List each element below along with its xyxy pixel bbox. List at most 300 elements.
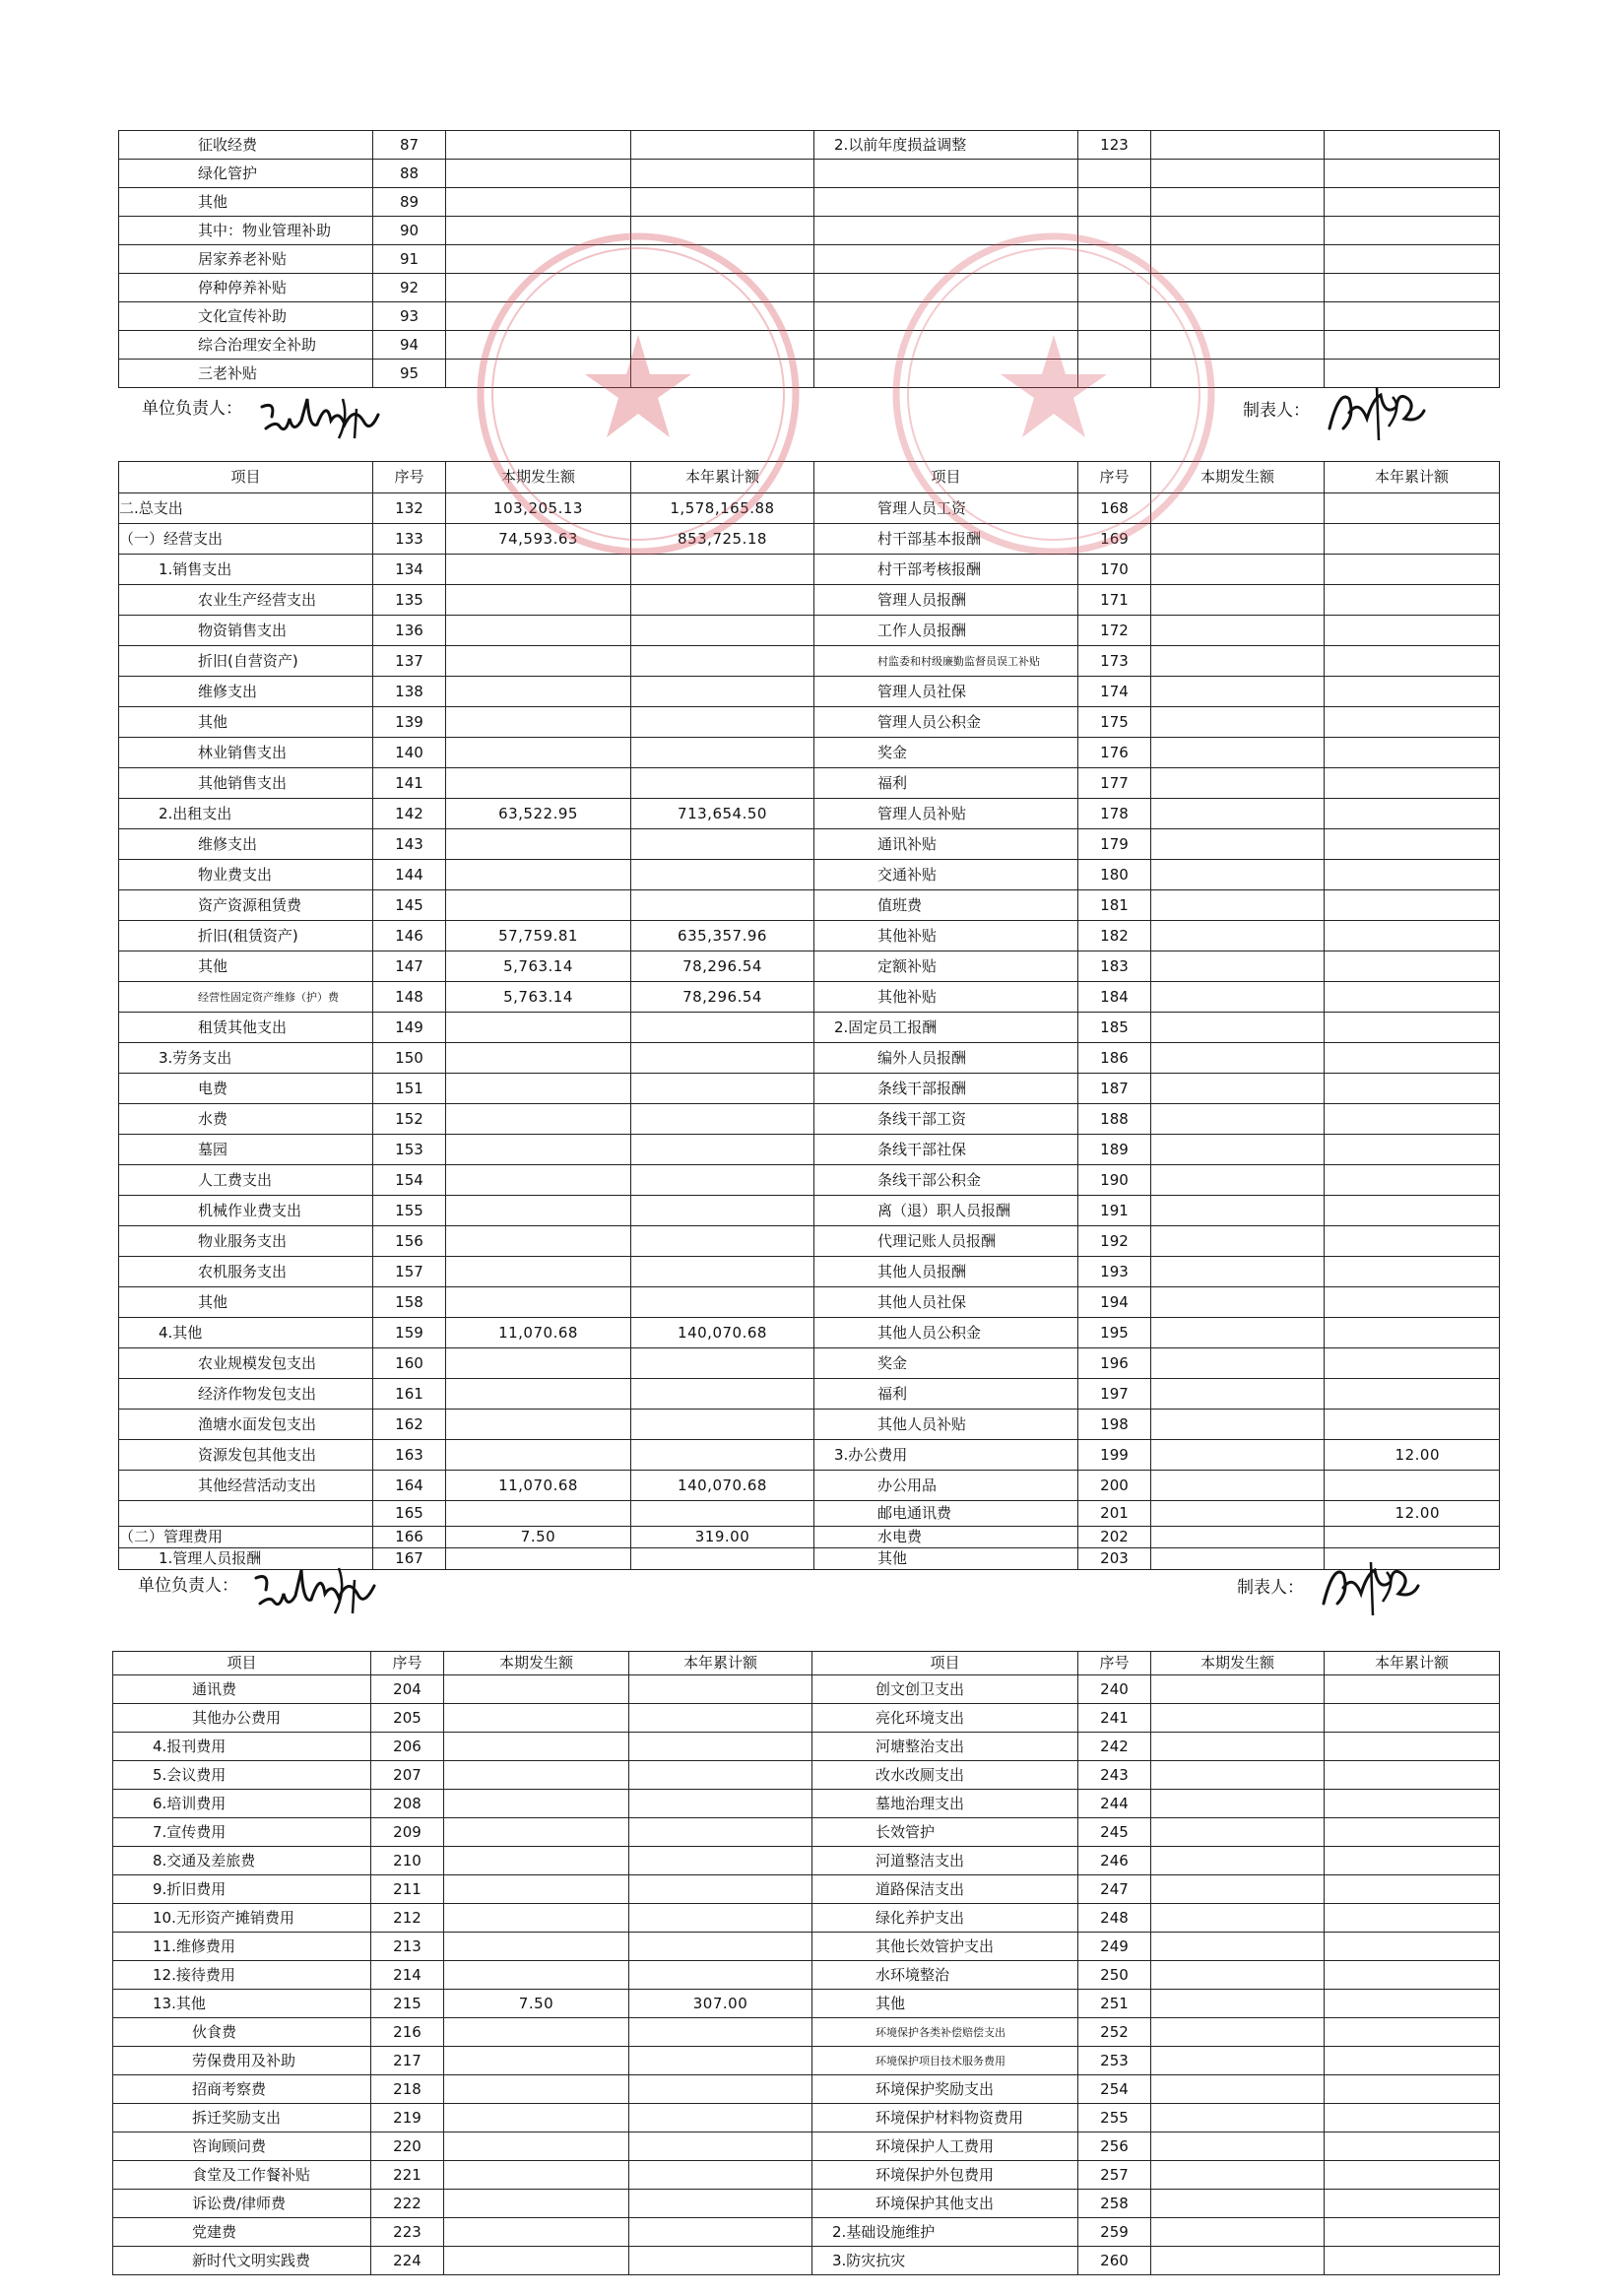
table-row — [119, 1318, 1500, 1348]
row-ytd-amount-right — [1325, 1410, 1500, 1440]
table-row — [113, 1733, 1500, 1761]
row-current-amount-left: 57,759.81 — [446, 921, 631, 951]
table-row — [119, 1135, 1500, 1165]
row-current-amount-left — [444, 2018, 629, 2047]
row-label-right: 条线干部报酬 — [814, 1074, 1078, 1104]
row-current-amount-right — [1151, 360, 1325, 388]
row-seq-number-right: 192 — [1078, 1226, 1151, 1257]
row-label-left: 林业销售支出 — [119, 738, 373, 768]
header-item-right: 项目 — [814, 462, 1078, 493]
row-ytd-amount-left — [631, 1196, 814, 1226]
row-label-right: 改水改厕支出 — [812, 1761, 1078, 1790]
row-current-amount-right — [1151, 707, 1325, 738]
row-ytd-amount-left — [629, 2104, 812, 2132]
row-current-amount-right — [1151, 799, 1325, 829]
row-current-amount-left — [446, 217, 631, 245]
ledger-table-income-part — [118, 130, 1500, 388]
row-seq-number-right: 191 — [1078, 1196, 1151, 1226]
row-current-amount-left — [446, 1013, 631, 1043]
row-label-right: 3.办公费用 — [814, 1440, 1078, 1471]
row-seq-number-left: 94 — [373, 331, 446, 360]
row-ytd-amount-left: 635,357.96 — [631, 921, 814, 951]
row-seq-number-right: 170 — [1078, 555, 1151, 585]
row-seq-number-right: 253 — [1078, 2047, 1151, 2075]
row-ytd-amount-right — [1325, 2190, 1500, 2218]
row-label-right: 办公用品 — [814, 1471, 1078, 1501]
row-seq-number-left: 133 — [373, 524, 446, 555]
row-ytd-amount-left — [631, 646, 814, 677]
row-current-amount-right — [1151, 1318, 1325, 1348]
row-ytd-amount-right — [1325, 331, 1500, 360]
row-current-amount-right — [1151, 1257, 1325, 1287]
row-ytd-amount-right — [1325, 2132, 1500, 2161]
row-label-right: 离（退）职人员报酬 — [814, 1196, 1078, 1226]
row-seq-number-left: 161 — [373, 1379, 446, 1410]
preparer-signature-2 — [1314, 1554, 1432, 1625]
table-header-row — [119, 462, 1500, 493]
row-current-amount-left — [444, 1847, 629, 1875]
row-seq-number-left: 152 — [373, 1104, 446, 1135]
table-row — [119, 217, 1500, 245]
table-row — [113, 1675, 1500, 1704]
row-label-left: 人工费支出 — [119, 1165, 373, 1196]
row-seq-number-left: 89 — [373, 188, 446, 217]
table-row — [119, 1196, 1500, 1226]
row-seq-number-right — [1078, 217, 1151, 245]
row-current-amount-left — [444, 1818, 629, 1847]
row-current-amount-left — [446, 1257, 631, 1287]
row-seq-number-left: 224 — [371, 2247, 444, 2275]
table-row — [113, 2047, 1500, 2075]
row-seq-number-right — [1078, 160, 1151, 188]
row-ytd-amount-right — [1325, 951, 1500, 982]
row-label-left: 维修支出 — [119, 677, 373, 707]
row-seq-number-right: 242 — [1078, 1733, 1151, 1761]
row-seq-number-right: 195 — [1078, 1318, 1151, 1348]
row-seq-number-left: 208 — [371, 1790, 444, 1818]
row-label-left: 墓园 — [119, 1135, 373, 1165]
row-ytd-amount-left: 1,578,165.88 — [631, 493, 814, 524]
row-ytd-amount-right — [1325, 1790, 1500, 1818]
row-current-amount-left — [446, 1043, 631, 1074]
row-ytd-amount-right — [1325, 738, 1500, 768]
row-label-right: 福利 — [814, 768, 1078, 799]
row-seq-number-right — [1078, 245, 1151, 274]
row-seq-number-right: 198 — [1078, 1410, 1151, 1440]
row-seq-number-right: 241 — [1078, 1704, 1151, 1733]
row-seq-number-left: 95 — [373, 360, 446, 388]
table-row — [119, 524, 1500, 555]
row-label-left: 经济作物发包支出 — [119, 1379, 373, 1410]
row-seq-number-left: 90 — [373, 217, 446, 245]
row-label-left: 党建费 — [113, 2218, 371, 2247]
row-current-amount-left — [444, 1875, 629, 1904]
row-label-left: 8.交通及差旅费 — [113, 1847, 371, 1875]
row-seq-number-left: 205 — [371, 1704, 444, 1733]
row-current-amount-left — [444, 1704, 629, 1733]
row-ytd-amount-right — [1325, 768, 1500, 799]
row-label-left: 资产资源租赁费 — [119, 890, 373, 921]
row-label-left — [119, 1501, 373, 1527]
row-ytd-amount-right — [1325, 1733, 1500, 1761]
row-label-left: 综合治理安全补助 — [119, 331, 373, 360]
row-seq-number-right — [1078, 274, 1151, 302]
table-row — [119, 707, 1500, 738]
row-current-amount-right — [1151, 1733, 1325, 1761]
preparer-label: 制表人： — [1243, 401, 1310, 421]
row-ytd-amount-right — [1325, 890, 1500, 921]
row-ytd-amount-right — [1325, 2247, 1500, 2275]
table-row — [113, 2161, 1500, 2190]
row-label-right: 村干部基本报酬 — [814, 524, 1078, 555]
row-ytd-amount-left — [631, 1440, 814, 1471]
row-label-right: 条线干部工资 — [814, 1104, 1078, 1135]
row-seq-number-right: 244 — [1078, 1790, 1151, 1818]
row-seq-number-left: 213 — [371, 1933, 444, 1961]
row-current-amount-left — [446, 131, 631, 160]
row-ytd-amount-left — [629, 2018, 812, 2047]
table-row — [119, 160, 1500, 188]
row-ytd-amount-right: 12.00 — [1325, 1501, 1500, 1527]
row-label-left: （二）管理费用 — [119, 1527, 373, 1548]
row-seq-number-left: 211 — [371, 1875, 444, 1904]
row-seq-number-left: 165 — [373, 1501, 446, 1527]
row-current-amount-right — [1151, 524, 1325, 555]
row-current-amount-left — [446, 829, 631, 860]
row-label-left: 租赁其他支出 — [119, 1013, 373, 1043]
row-ytd-amount-right — [1325, 555, 1500, 585]
row-ytd-amount-left — [629, 1961, 812, 1990]
row-label-right: 环境保护项目技术服务费用 — [812, 2047, 1078, 2075]
row-ytd-amount-right — [1325, 524, 1500, 555]
header-cur-left: 本期发生额 — [446, 462, 631, 493]
row-ytd-amount-right — [1325, 1074, 1500, 1104]
row-ytd-amount-right — [1325, 2018, 1500, 2047]
row-seq-number-right: 201 — [1078, 1501, 1151, 1527]
row-current-amount-left — [446, 616, 631, 646]
row-current-amount-left: 103,205.13 — [446, 493, 631, 524]
row-label-left: 经营性固定资产维修（护）费 — [119, 982, 373, 1013]
row-label-left: 物业费支出 — [119, 860, 373, 890]
row-seq-number-right: 177 — [1078, 768, 1151, 799]
row-label-right: 绿化养护支出 — [812, 1904, 1078, 1933]
row-label-right — [814, 217, 1078, 245]
row-current-amount-left — [446, 274, 631, 302]
row-label-left: 其中：物业管理补助 — [119, 217, 373, 245]
row-seq-number-right: 256 — [1078, 2132, 1151, 2161]
row-seq-number-left: 219 — [371, 2104, 444, 2132]
row-label-right: 2.以前年度损益调整 — [814, 131, 1078, 160]
header-cur-right: 本期发生额 — [1151, 462, 1325, 493]
row-ytd-amount-left — [629, 2132, 812, 2161]
table-row — [119, 274, 1500, 302]
row-current-amount-right — [1151, 1790, 1325, 1818]
row-ytd-amount-right — [1325, 799, 1500, 829]
row-label-left: （一）经营支出 — [119, 524, 373, 555]
row-label-left: 拆迁奖励支出 — [113, 2104, 371, 2132]
row-seq-number-left: 146 — [373, 921, 446, 951]
row-current-amount-left — [446, 860, 631, 890]
table-row — [113, 1875, 1500, 1904]
row-seq-number-right: 248 — [1078, 1904, 1151, 1933]
row-seq-number-left: 206 — [371, 1733, 444, 1761]
row-label-left: 3.劳务支出 — [119, 1043, 373, 1074]
row-current-amount-left — [446, 555, 631, 585]
row-current-amount-left — [446, 160, 631, 188]
row-ytd-amount-left — [631, 1165, 814, 1196]
row-seq-number-right: 123 — [1078, 131, 1151, 160]
row-label-right: 环境保护材料物资费用 — [812, 2104, 1078, 2132]
table-row — [113, 1790, 1500, 1818]
row-current-amount-right — [1151, 1440, 1325, 1471]
row-ytd-amount-right — [1325, 1226, 1500, 1257]
row-ytd-amount-right — [1325, 1165, 1500, 1196]
row-seq-number-right: 179 — [1078, 829, 1151, 860]
row-ytd-amount-left — [631, 217, 814, 245]
row-ytd-amount-left — [631, 1379, 814, 1410]
row-label-left: 停种停养补贴 — [119, 274, 373, 302]
row-current-amount-left — [446, 1196, 631, 1226]
row-ytd-amount-left — [629, 1704, 812, 1733]
row-seq-number-left: 214 — [371, 1961, 444, 1990]
row-label-left: 其他经营活动支出 — [119, 1471, 373, 1501]
row-ytd-amount-left — [629, 2047, 812, 2075]
row-seq-number-left: 132 — [373, 493, 446, 524]
row-ytd-amount-right — [1325, 188, 1500, 217]
row-ytd-amount-left — [629, 1761, 812, 1790]
row-ytd-amount-right — [1325, 2075, 1500, 2104]
row-seq-number-left: 93 — [373, 302, 446, 331]
row-label-left: 伙食费 — [113, 2018, 371, 2047]
row-seq-number-right: 190 — [1078, 1165, 1151, 1196]
row-label-left: 4.其他 — [119, 1318, 373, 1348]
row-label-right: 水环境整治 — [812, 1961, 1078, 1990]
row-label-left: 其他销售支出 — [119, 768, 373, 799]
table-row — [119, 1104, 1500, 1135]
row-current-amount-right — [1151, 302, 1325, 331]
row-seq-number-left: 150 — [373, 1043, 446, 1074]
row-label-right: 村监委和村级廉勤监督员误工补贴 — [814, 646, 1078, 677]
row-label-right: 交通补贴 — [814, 860, 1078, 890]
row-label-left: 水费 — [119, 1104, 373, 1135]
row-seq-number-left: 92 — [373, 274, 446, 302]
table-row — [119, 1527, 1500, 1548]
row-label-left: 诉讼费/律师费 — [113, 2190, 371, 2218]
table-row — [119, 1440, 1500, 1471]
row-current-amount-right — [1151, 768, 1325, 799]
row-label-left: 二.总支出 — [119, 493, 373, 524]
row-ytd-amount-left — [631, 1287, 814, 1318]
row-seq-number-right: 175 — [1078, 707, 1151, 738]
row-label-right: 村干部考核报酬 — [814, 555, 1078, 585]
row-seq-number-right: 176 — [1078, 738, 1151, 768]
row-current-amount-right — [1151, 1379, 1325, 1410]
row-current-amount-right — [1151, 860, 1325, 890]
table-header-row — [113, 1652, 1500, 1675]
row-ytd-amount-right — [1325, 1961, 1500, 1990]
ledger-table-expenditure — [118, 461, 1500, 1570]
row-ytd-amount-right — [1325, 1287, 1500, 1318]
row-label-left: 居家养老补贴 — [119, 245, 373, 274]
row-seq-number-right: 168 — [1078, 493, 1151, 524]
row-ytd-amount-right — [1325, 1257, 1500, 1287]
row-ytd-amount-right — [1325, 1527, 1500, 1548]
row-seq-number-left: 136 — [373, 616, 446, 646]
row-ytd-amount-left — [629, 1733, 812, 1761]
row-label-left: 电费 — [119, 1074, 373, 1104]
row-current-amount-right — [1151, 1074, 1325, 1104]
row-label-left: 其他 — [119, 951, 373, 982]
row-label-left: 2.出租支出 — [119, 799, 373, 829]
row-label-right: 定额补贴 — [814, 951, 1078, 982]
table-row — [119, 616, 1500, 646]
unit-head-signature — [254, 389, 392, 450]
header-seq-left: 序号 — [371, 1652, 444, 1675]
row-label-left: 食堂及工作餐补贴 — [113, 2161, 371, 2190]
row-label-right: 其他人员公积金 — [814, 1318, 1078, 1348]
row-ytd-amount-left — [631, 616, 814, 646]
row-current-amount-right — [1151, 1761, 1325, 1790]
row-seq-number-right: 181 — [1078, 890, 1151, 921]
row-current-amount-left — [444, 2075, 629, 2104]
row-ytd-amount-left — [629, 2247, 812, 2275]
row-current-amount-left: 63,522.95 — [446, 799, 631, 829]
table-row — [119, 131, 1500, 160]
row-ytd-amount-left — [631, 1410, 814, 1440]
row-seq-number-left: 148 — [373, 982, 446, 1013]
row-seq-number-right: 172 — [1078, 616, 1151, 646]
row-current-amount-left — [446, 1440, 631, 1471]
row-seq-number-right: 180 — [1078, 860, 1151, 890]
row-current-amount-left: 5,763.14 — [446, 982, 631, 1013]
row-ytd-amount-right — [1325, 302, 1500, 331]
row-seq-number-right: 169 — [1078, 524, 1151, 555]
table-row — [113, 1761, 1500, 1790]
row-label-right: 3.防灾抗灾 — [812, 2247, 1078, 2275]
header-seq-left: 序号 — [373, 462, 446, 493]
unit-head-label: 单位负责人： — [142, 399, 242, 419]
row-seq-number-left: 222 — [371, 2190, 444, 2218]
row-label-right: 奖金 — [814, 1348, 1078, 1379]
row-current-amount-right — [1151, 555, 1325, 585]
row-label-left: 1.管理人员报酬 — [119, 1548, 373, 1570]
row-ytd-amount-right — [1325, 1104, 1500, 1135]
row-current-amount-right — [1151, 1904, 1325, 1933]
row-current-amount-right — [1151, 1875, 1325, 1904]
table-row — [113, 1961, 1500, 1990]
row-seq-number-right: 257 — [1078, 2161, 1151, 2190]
row-current-amount-left — [446, 1501, 631, 1527]
row-seq-number-left: 223 — [371, 2218, 444, 2247]
row-ytd-amount-left — [631, 555, 814, 585]
row-label-left: 劳保费用及补助 — [113, 2047, 371, 2075]
row-current-amount-right — [1151, 921, 1325, 951]
row-current-amount-right — [1151, 1933, 1325, 1961]
row-label-right: 代理记账人员报酬 — [814, 1226, 1078, 1257]
row-ytd-amount-left — [629, 1933, 812, 1961]
row-current-amount-right — [1151, 1990, 1325, 2018]
row-current-amount-right — [1151, 677, 1325, 707]
row-label-left: 11.维修费用 — [113, 1933, 371, 1961]
row-ytd-amount-left — [631, 1226, 814, 1257]
row-current-amount-right — [1151, 738, 1325, 768]
row-label-right: 工作人员报酬 — [814, 616, 1078, 646]
row-current-amount-left — [444, 2047, 629, 2075]
row-label-right: 环境保护外包费用 — [812, 2161, 1078, 2190]
row-ytd-amount-left: 78,296.54 — [631, 951, 814, 982]
row-ytd-amount-right — [1325, 1847, 1500, 1875]
row-ytd-amount-left — [629, 1818, 812, 1847]
table-row — [119, 951, 1500, 982]
table-row — [119, 1074, 1500, 1104]
row-current-amount-left — [444, 2161, 629, 2190]
row-seq-number-right: 183 — [1078, 951, 1151, 982]
row-label-left: 三老补贴 — [119, 360, 373, 388]
row-seq-number-left: 153 — [373, 1135, 446, 1165]
row-seq-number-left: 149 — [373, 1013, 446, 1043]
row-current-amount-right — [1151, 1675, 1325, 1704]
unit-head-label-2: 单位负责人： — [138, 1576, 238, 1596]
row-seq-number-left: 204 — [371, 1675, 444, 1704]
row-label-left: 7.宣传费用 — [113, 1818, 371, 1847]
row-ytd-amount-right — [1325, 1704, 1500, 1733]
row-seq-number-left: 215 — [371, 1990, 444, 2018]
table-row — [119, 1257, 1500, 1287]
row-seq-number-right: 171 — [1078, 585, 1151, 616]
row-current-amount-right — [1151, 1961, 1325, 1990]
header-ytd-left: 本年累计额 — [629, 1652, 812, 1675]
row-ytd-amount-right — [1325, 1318, 1500, 1348]
row-ytd-amount-left — [629, 2075, 812, 2104]
row-ytd-amount-right — [1325, 585, 1500, 616]
table-row — [119, 1471, 1500, 1501]
row-label-right — [814, 302, 1078, 331]
row-current-amount-left — [446, 768, 631, 799]
row-label-left: 5.会议费用 — [113, 1761, 371, 1790]
row-current-amount-left — [446, 585, 631, 616]
table-row — [119, 677, 1500, 707]
row-ytd-amount-right — [1325, 2218, 1500, 2247]
row-label-left: 折旧(自营资产) — [119, 646, 373, 677]
row-current-amount-right — [1151, 2190, 1325, 2218]
row-label-left: 折旧(租赁资产) — [119, 921, 373, 951]
row-label-left: 6.培训费用 — [113, 1790, 371, 1818]
row-ytd-amount-left — [631, 274, 814, 302]
row-current-amount-right — [1151, 1135, 1325, 1165]
row-label-right: 其他补贴 — [814, 982, 1078, 1013]
table-row — [119, 921, 1500, 951]
table-row — [113, 1904, 1500, 1933]
row-seq-number-right — [1078, 331, 1151, 360]
row-seq-number-right: 254 — [1078, 2075, 1151, 2104]
row-current-amount-right — [1151, 2075, 1325, 2104]
row-label-left: 13.其他 — [113, 1990, 371, 2018]
row-seq-number-left: 141 — [373, 768, 446, 799]
row-label-right: 管理人员报酬 — [814, 585, 1078, 616]
row-label-right: 2.基础设施维护 — [812, 2218, 1078, 2247]
row-ytd-amount-right — [1325, 1135, 1500, 1165]
header-cur-left: 本期发生额 — [444, 1652, 629, 1675]
row-label-right — [814, 274, 1078, 302]
table-row — [113, 2018, 1500, 2047]
row-label-right: 2.固定员工报酬 — [814, 1013, 1078, 1043]
row-seq-number-right: 203 — [1078, 1548, 1151, 1570]
row-label-left: 咨询顾问费 — [113, 2132, 371, 2161]
row-current-amount-left — [446, 646, 631, 677]
row-current-amount-left: 11,070.68 — [446, 1318, 631, 1348]
row-label-left: 物业服务支出 — [119, 1226, 373, 1257]
row-seq-number-right: 185 — [1078, 1013, 1151, 1043]
